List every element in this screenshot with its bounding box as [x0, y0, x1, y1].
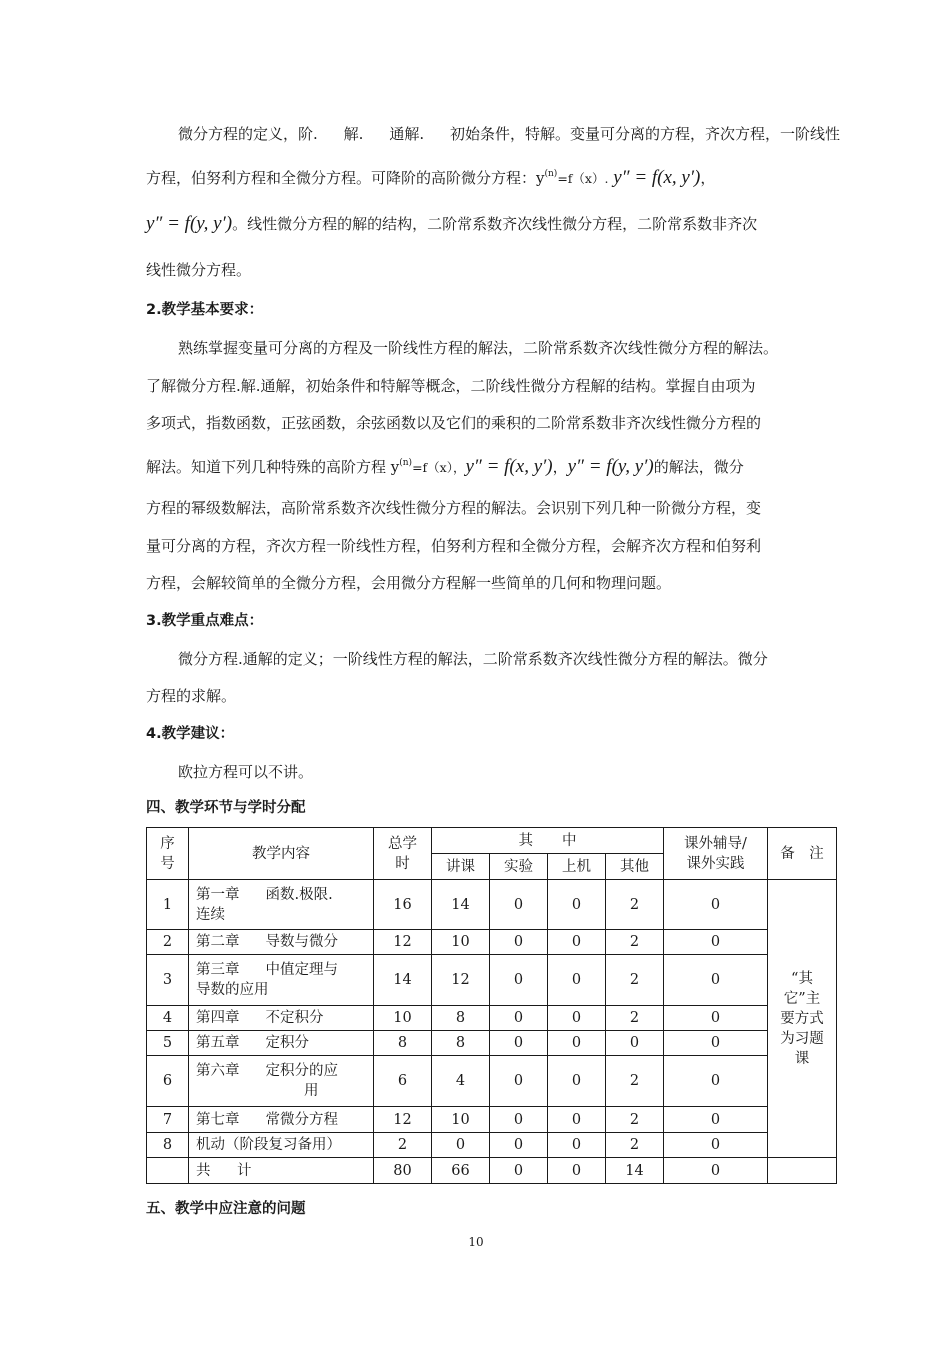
formula-y2-fxy1-b: y″ = f(x, y′)	[465, 456, 553, 477]
row-content: 第一章 函数.极限. 连续	[189, 880, 374, 930]
section2-line5: 方程的幂级数解法，高阶常系数齐次线性微分方程的解法。会识别下列几种一阶微分方程，变	[146, 499, 762, 517]
row-content: 第六章 定积分的应 用	[189, 1056, 374, 1107]
row-content: 第三章 中值定理与 导数的应用	[189, 955, 374, 1006]
header-row-1	[147, 828, 837, 854]
table-row: 2 第二章 导数与微分 12 10 0 0 2 0	[147, 930, 837, 955]
formula-y2-fyy1: y″ = f(y, y′)	[146, 213, 233, 234]
header-computer: 上机	[548, 854, 606, 880]
para1-line4: 线性微分方程。	[146, 261, 252, 279]
header-total: 总学 时	[374, 828, 432, 880]
header-other: 其他	[606, 854, 664, 880]
table-row: 1 第一章 函数.极限. 连续 16 14 0 0 2 0 “其 它”主 要方式 为习题 课	[147, 880, 837, 930]
header-extra: 课外辅导/ 课外实践	[664, 828, 768, 880]
para1-line2: 方程，伯努利方程和全微分方程。可降阶的高阶微分方程：$y^{(n)}=f(x)$. y″ = f(x, y′)，	[146, 167, 716, 188]
section3-line2: 方程的求解。	[146, 687, 237, 705]
table-row: 5 第五章 定积分 8 8 0 0 0 0	[147, 1031, 837, 1056]
header-lab: 实验	[490, 854, 548, 880]
section2-line7: 方程，会解较简单的全微分方程，会用微分方程解一些简单的几何和物理问题。	[146, 574, 672, 592]
row-content: 第四章 不定积分	[189, 1006, 374, 1031]
section3-heading: 3.教学重点难点：	[146, 613, 264, 629]
formula-y2-fyy1-b: y″ = f(y, y′)	[567, 456, 654, 477]
section2-line6: 量可分离的方程，齐次方程一阶线性方程，伯努利方程和全微分方程，会解齐次方程和伯努利	[146, 537, 762, 555]
section4-line1: 欧拉方程可以不讲。	[178, 763, 314, 781]
table-row: 4 第四章 不定积分 10 8 0 0 2 0	[147, 1006, 837, 1031]
section3-line1: 微分方程.通解的定义；一阶线性方程的解法，二阶常系数齐次线性微分方程的解法。微分	[178, 650, 768, 668]
section2-line2: 了解微分方程.解.通解，初始条件和特解等概念，二阶线性微分方程解的结构。掌握自由项为	[146, 377, 756, 395]
para1-line1: 微分方程的定义，阶. 解. 通解. 初始条件，特解。变量可分离的方程，齐次方程，一阶线性	[178, 125, 840, 143]
row-content: 第五章 定积分	[189, 1031, 374, 1056]
formula-y2-fxy1: y″ = f(x, y′)	[613, 167, 701, 188]
header-remark: 备 注	[768, 828, 837, 880]
table-row: 7 第七章 常微分方程 12 10 0 0 2 0	[147, 1107, 837, 1133]
table-row: 3 第三章 中值定理与 导数的应用 14 12 0 0 2 0	[147, 955, 837, 1006]
header-content: 教学内容	[189, 828, 374, 880]
table-row: 8 机动（阶段复习备用） 2 0 0 0 2 0	[147, 1133, 837, 1158]
row-content: 第七章 常微分方程	[189, 1107, 374, 1133]
section2-heading: 2.教学基本要求：	[146, 302, 264, 318]
section2-line1: 熟练掌握变量可分离的方程及一阶线性方程的解法，二阶常系数齐次线性微分方程的解法。	[178, 339, 779, 357]
row-content: 机动（阶段复习备用）	[189, 1133, 374, 1158]
header-lecture: 讲课	[432, 854, 490, 880]
page-number: 10	[468, 1235, 484, 1249]
section2-line3: 多项式，指数函数，正弦函数，余弦函数以及它们的乘积的二阶常系数非齐次线性微分方程的	[146, 414, 762, 432]
header-among: 其 中	[432, 828, 664, 854]
total-row: 共 计 80 66 0 0 14 0	[147, 1158, 837, 1184]
table-row: 6 第六章 定积分的应 用 6 4 0 0 2 0	[147, 1056, 837, 1107]
remark-cell: “其 它”主 要方式 为习题 课	[768, 880, 837, 1158]
section4-heading: 4.教学建议：	[146, 726, 235, 742]
total-label: 共 计	[189, 1158, 374, 1184]
schedule-table	[146, 827, 837, 1184]
row-content: 第二章 导数与微分	[189, 930, 374, 955]
para1-line3: y″ = f(y, y′)。线性微分方程的解的结构，二阶常系数齐次线性微分方程，二阶常系数非齐次	[146, 213, 758, 234]
section-four-title: 四、教学环节与学时分配	[146, 800, 306, 816]
header-seq: 序 号	[147, 828, 189, 880]
section-five-title: 五、教学中应注意的问题	[146, 1201, 306, 1217]
section2-line4: 解法。知道下列几种特殊的高阶方程 $y^{(n)}=f(x)$，y″ = f(x, y′)，y″ = f(y, y′)的解法，微分	[146, 456, 744, 477]
